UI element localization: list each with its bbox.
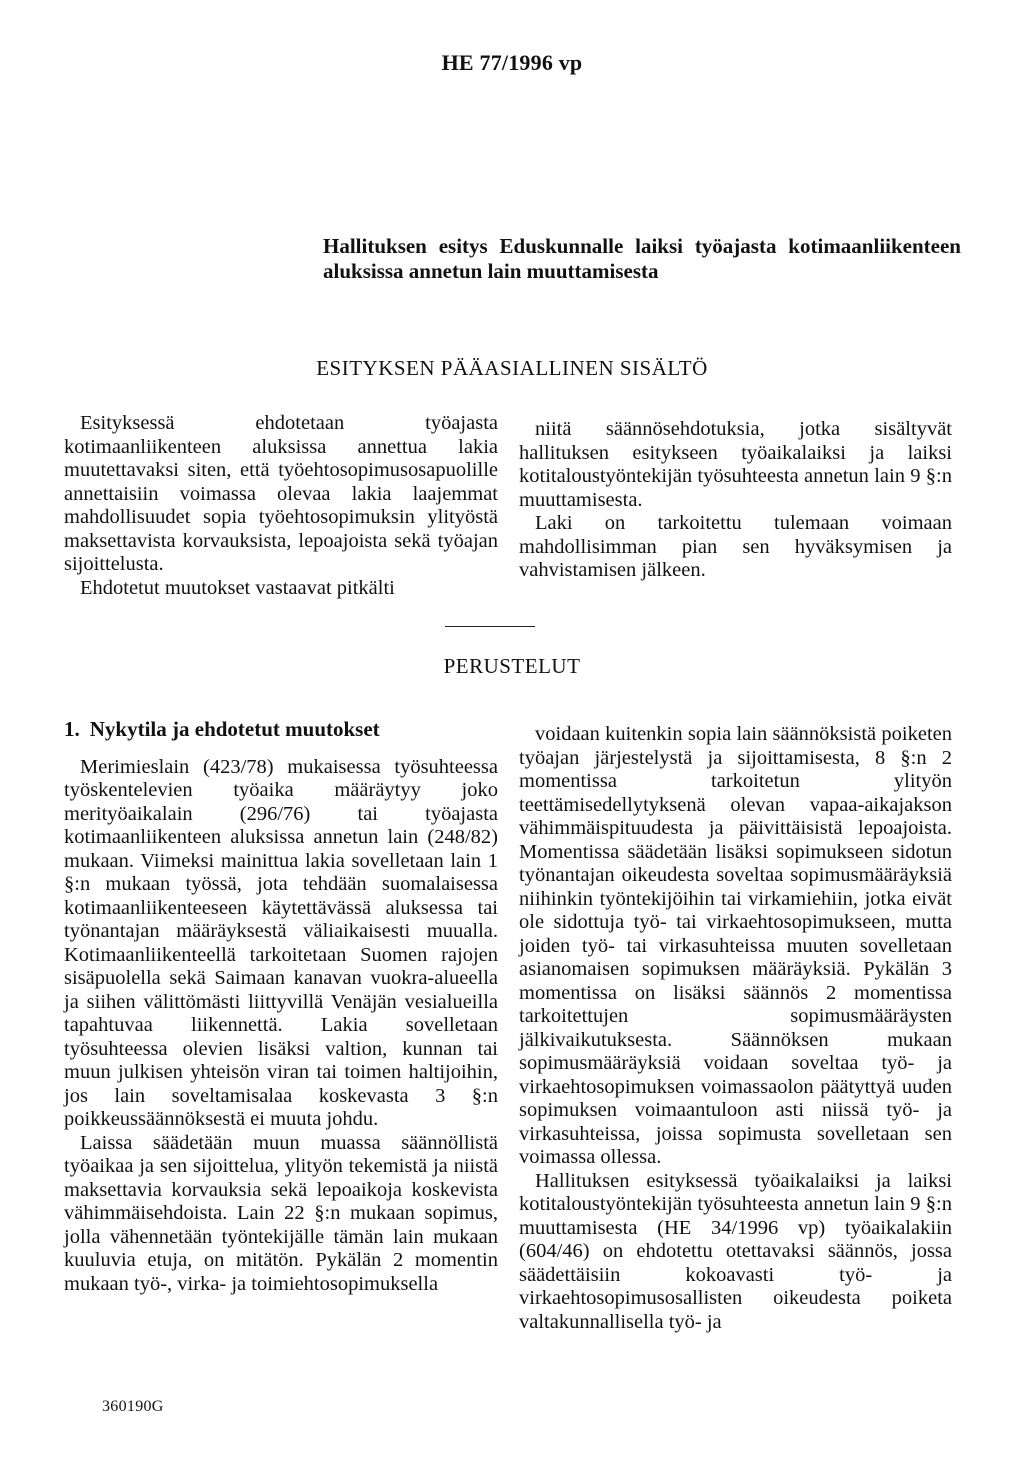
summary-right-column <box>519 418 952 583</box>
summary-paragraph: Laki on tarkoitettu tulemaan voimaan mahdollisimman pian sen hyväksymisen ja vahvistamisen jälkeen. <box>519 512 952 581</box>
body-left-column <box>64 718 498 1296</box>
summary-paragraph: Ehdotetut muutokset vastaavat pitkälti <box>80 576 395 599</box>
body-paragraph: voidaan kuitenkin sopia lain säännöksistä poiketen työajan järjestelystä ja sijoittamisesta, 8 §:n 2 momentissa tarkoitetun ylityön teettämisedellytyksenä olevan vapaa-aikajakson vähimmäispituudesta ja päivittäisistä lepoajoista. Momentissa säädetään lisäksi sopimukseen sidotun työnantajan oikeudesta soveltaa sopimusmääräyksiä niihinkin työntekijöihin tai virkamiehiin, jotka eivät ole sidottuja työ- tai virkaehtosopimukseen, mutta joiden työ- tai virkasuhteissa muuten sovelletaan asianomaisen sopimuksen määräyksiä. Pykälän 3 momentissa on lisäksi säännös 2 momentissa tarkoitettujen sopimusmääräysten jälkivaikutuksesta. Säännöksen mukaan sopimusmääräyksiä voidaan soveltaa työ- ja virkaehtosopimuksen voimassaolon päätyttyä uuden sopimuksen voimaantuloon asti niissä työ- ja virkasuhteissa, joissa sopimusta sovelletaan sen voimassa ollessa. <box>519 723 952 1168</box>
summary-heading: ESITYKSEN PÄÄASIALLINEN SISÄLTÖ <box>316 356 708 380</box>
summary-left-column <box>64 412 498 600</box>
subsection-title: Nykytila ja ehdotetut muutokset <box>89 717 380 741</box>
body-paragraph: Laissa säädetään muun muassa säännöllistä työaikaa ja sen sijoittelua, ylityön tekemistä ja niistä maksettavia korvauksia sekä lepoaikoja koskevista vähimmäisehdoista. Lain 22 §:n mukaan sopimus, jolla vähennetään työntekijälle tämän lain mukaan kuuluvia etuja, on mitätön. Pykälän 2 momentin mukaan työ-, virka- ja toimiehtosopimuksella <box>64 1131 498 1295</box>
document-number: HE 77/1996 vp <box>441 50 583 75</box>
perustelut-heading: PERUSTELUT <box>443 654 581 678</box>
subsection-heading <box>64 718 498 742</box>
body-paragraph: Merimieslain (423/78) mukaisessa työsuhteessa työskentelevien työaika määräytyy joko merityöaikalain (296/76) tai työajasta kotimaanliikenteen aluksissa annetun lain (248/82) mukaan. Viimeksi mainittua lakia sovelletaan lain 1 §:n mukaan työssä, jota tehdään suomalaisessa kotimaanliikenteeseen käytettävässä aluksessa tai työnantajan määräyksestä väliaikaisesti muualla. Kotimaanliikenteellä tarkoitetaan Suomen rajojen sisäpuolella sekä Saimaan kanavan vuokra-alueella ja siihen välittömästi liittyvillä Venäjän vesialueilla tapahtuvaa liikennettä. Lakia sovelletaan työsuhteessa olevien lisäksi valtion, kunnan tai muun julkisen yhteisön viran tai toimen haltijoihin, jos lain soveltamisalaa koskevasta 3 §:n poikkeussäännöksestä ei muuta johdu. <box>64 755 498 1130</box>
summary-paragraph: Esityksessä ehdotetaan työajasta kotimaanliikenteen aluksissa annettua lakia muutettavaksi siten, että työehtosopimusosapuolille annettaisiin voimassa olevaa lakia laajemmat mahdollisuudet sopia työehtosopimuksin ylityöstä maksettavista korvauksista, lepoajoista sekä työajan sijoittelusta. <box>64 412 498 575</box>
section-divider <box>445 626 535 627</box>
footer-code: 360190G <box>102 1398 164 1415</box>
subsection-number: 1. <box>64 717 80 741</box>
document-title: Hallituksen esitys Eduskunnalle laiksi työajasta kotimaanliikenteen aluksissa annetun lain muuttamisesta <box>323 234 961 283</box>
body-paragraph: Hallituksen esityksessä työaikalaiksi ja laiksi kotitaloustyöntekijän työsuhteesta annetun lain 9 §:n muuttamisesta (HE 34/1996 vp) työaikalakiin (604/46) on ehdotettu otettavaksi säännös, jossa säädettäisiin kokoavasti työ- ja virkaehtosopimusosallisten oikeudesta poiketa valtakunnallisella työ- ja <box>519 1169 952 1333</box>
body-right-column <box>519 723 952 1334</box>
summary-paragraph: niitä säännösehdotuksia, jotka sisältyvät hallituksen esitykseen työaikalaiksi ja laiksi kotitaloustyöntekijän työsuhteesta annetun lain 9 §:n muuttamisesta. <box>519 418 952 511</box>
